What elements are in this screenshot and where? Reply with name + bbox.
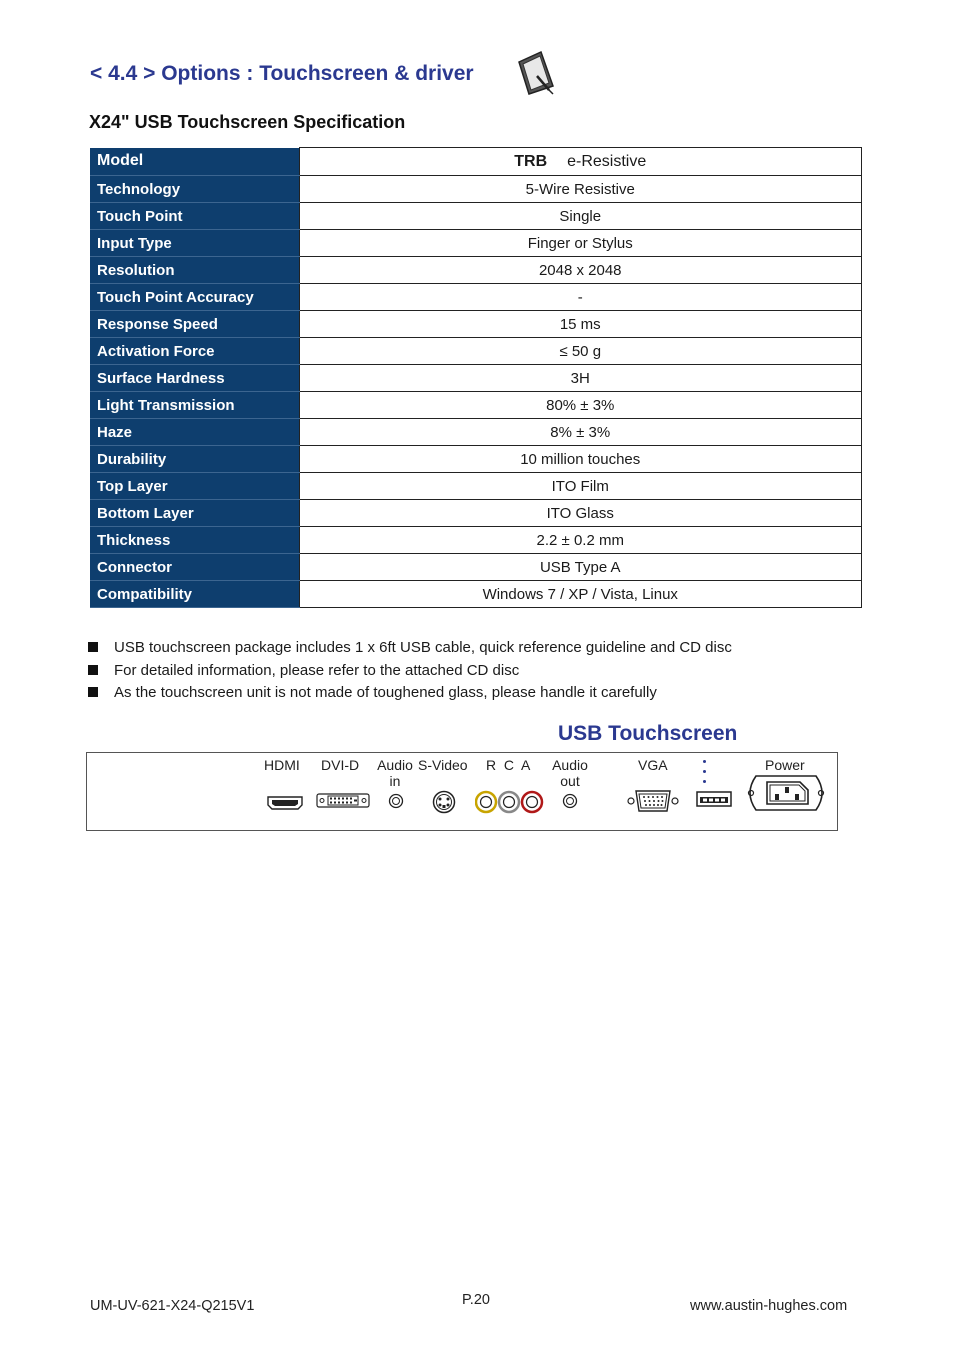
spec-label: Bottom Layer [90, 500, 299, 527]
dvid-label: DVI-D [321, 757, 360, 773]
audio-out-port-icon [562, 793, 578, 809]
spec-label: Surface Hardness [90, 365, 299, 392]
note-text: As the touchscreen unit is not made of toughened glass, please handle it carefully [114, 684, 657, 701]
spec-value: ITO Glass [299, 500, 862, 527]
spec-value: 15 ms [299, 311, 862, 338]
bullet-square-icon [88, 665, 98, 675]
spec-value: ≤ 50 g [299, 338, 862, 365]
spec-value: 5-Wire Resistive [299, 176, 862, 203]
bullet-square-icon [88, 687, 98, 697]
spec-value: 2048 x 2048 [299, 257, 862, 284]
power-label: Power [765, 757, 805, 773]
audio-in-label [377, 757, 413, 789]
spec-value: Finger or Stylus [299, 230, 862, 257]
audio-in-label-line2: in [389, 773, 401, 789]
spec-subheading: X24" USB Touchscreen Specification [89, 112, 406, 132]
spec-label: Response Speed [90, 311, 299, 338]
spec-label: Top Layer [90, 473, 299, 500]
notes-list [88, 638, 732, 706]
spec-value: - [299, 284, 862, 311]
table-row [90, 581, 862, 608]
spec-value: 2.2 ± 0.2 mm [299, 527, 862, 554]
spec-label: Connector [90, 554, 299, 581]
list-item [88, 638, 732, 661]
table-row [90, 338, 862, 365]
spec-value: 10 million touches [299, 446, 862, 473]
spec-label: Touch Point [90, 203, 299, 230]
spec-header-label: Model [90, 148, 299, 176]
spec-label: Light Transmission [90, 392, 299, 419]
table-row [90, 473, 862, 500]
hdmi-port-icon [267, 795, 303, 811]
spec-header-row [90, 148, 862, 176]
table-row [90, 257, 862, 284]
page-number: P.20 [462, 1292, 490, 1308]
table-row [90, 392, 862, 419]
spec-value: 80% ± 3% [299, 392, 862, 419]
page-heading: < 4.4 > Options : Touchscreen & driver [90, 62, 474, 85]
note-text: USB touchscreen package includes 1 x 6ft USB cable, quick reference guideline and CD disc [114, 639, 732, 656]
table-row [90, 176, 862, 203]
table-row [90, 203, 862, 230]
spec-value: ITO Film [299, 473, 862, 500]
spec-value: Single [299, 203, 862, 230]
list-item [88, 661, 732, 684]
power-socket-icon [742, 773, 830, 813]
table-row [90, 554, 862, 581]
spec-label: Input Type [90, 230, 299, 257]
rca-label: R C A [486, 757, 531, 773]
spec-label: Touch Point Accuracy [90, 284, 299, 311]
spec-label: Haze [90, 419, 299, 446]
table-row [90, 311, 862, 338]
bullet-square-icon [88, 642, 98, 652]
doc-id: UM-UV-621-X24-Q215V1 [90, 1298, 255, 1314]
model-name: e-Resistive [567, 152, 647, 170]
table-row [90, 446, 862, 473]
audio-in-label-line1: Audio [377, 757, 413, 773]
spec-label: Compatibility [90, 581, 299, 608]
table-row [90, 230, 862, 257]
spec-header-value [299, 148, 862, 176]
spec-value: 8% ± 3% [299, 419, 862, 446]
note-text: For detailed information, please refer to the attached CD disc [114, 661, 520, 679]
website-link[interactable]: www.austin-hughes.com [690, 1298, 848, 1314]
table-row [90, 365, 862, 392]
vga-label: VGA [638, 757, 668, 773]
vga-port-icon [625, 788, 681, 814]
audio-in-port-icon [388, 793, 404, 809]
audio-out-label [550, 757, 590, 789]
spec-label: Thickness [90, 527, 299, 554]
spec-table [90, 147, 862, 608]
spec-value: Windows 7 / XP / Vista, Linux [299, 581, 862, 608]
audio-out-label-line1: Audio [552, 757, 588, 773]
svideo-label: S-Video [418, 757, 468, 773]
hdmi-label: HDMI [264, 757, 300, 773]
rca-ports-icon [475, 790, 545, 814]
table-row [90, 500, 862, 527]
spec-label: Resolution [90, 257, 299, 284]
spec-label: Technology [90, 176, 299, 203]
spec-value: 3H [299, 365, 862, 392]
table-row [90, 527, 862, 554]
table-row [90, 284, 862, 311]
spec-value: USB Type A [299, 554, 862, 581]
audio-out-label-line2: out [560, 773, 580, 789]
svideo-port-icon [432, 790, 456, 814]
usb-port-icon [696, 791, 732, 807]
dvi-port-icon [316, 792, 370, 810]
table-row [90, 419, 862, 446]
spec-label: Activation Force [90, 338, 299, 365]
rear-io-panel [86, 752, 838, 831]
model-code: TRB [514, 152, 548, 170]
list-item [88, 683, 732, 706]
usb-touchscreen-title: USB Touchscreen [558, 722, 738, 745]
spec-label: Durability [90, 446, 299, 473]
touchscreen-icon [515, 50, 557, 96]
